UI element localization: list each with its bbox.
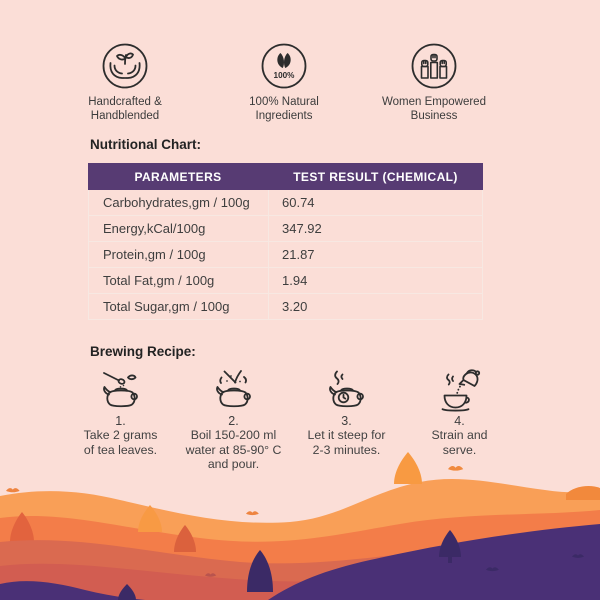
badge-women-empowered [364,42,504,123]
parameter-cell: Carbohydrates,gm / 100g [89,190,269,215]
brewing-step-4: 4. Strain and serve. [403,366,516,472]
parameter-cell: Total Fat,gm / 100g [89,268,269,293]
brewing-step-1: 1. Take 2 grams of tea leaves. [64,366,177,472]
table-row [89,294,482,320]
teapot-steep-timer-icon [323,368,371,412]
nutrition-heading: Nutritional Chart: [90,137,201,152]
kettle-pour-into-cup-icon [436,368,484,412]
nutrition-table-header [88,163,483,190]
landscape-illustration [0,440,600,600]
parameter-cell: Energy,kCal/100g [89,216,269,241]
step-number: 2. [228,414,239,428]
svg-text:100%: 100% [273,71,295,80]
step-number: 4. [454,414,465,428]
brewing-heading: Brewing Recipe: [90,344,196,359]
step-number: 1. [115,414,126,428]
header-parameters: PARAMETERS [134,169,222,184]
parameter-cell: Total Sugar,gm / 100g [89,294,269,319]
leaves-100-percent-icon [260,42,308,90]
badge-handcrafted [55,42,195,123]
brewing-step-2: 2. Boil 150-200 ml water at 85-90° C and pour. [177,366,290,472]
badge-label: 100% Natural Ingredients [249,96,319,122]
value-cell: 60.74 [282,195,315,210]
table-row [89,242,482,268]
value-cell: 3.20 [282,299,308,314]
table-row [89,190,482,216]
parameter-cell: Protein,gm / 100g [89,242,269,267]
badge-natural [214,42,354,123]
table-row [89,216,482,242]
value-cell: 347.92 [282,221,322,236]
teapot-add-leaves-icon [97,368,145,412]
brewing-step-3: 3. Let it steep for 2-3 minutes. [290,366,403,472]
badge-label: Handcrafted & Handblended [88,96,162,122]
nutrition-table-body [88,190,483,320]
hands-holding-sprout-icon [101,42,149,90]
step-number: 3. [341,414,352,428]
header-test-result: TEST RESULT (CHEMICAL) [293,169,458,184]
table-row [89,268,482,294]
value-cell: 1.94 [282,273,308,288]
raised-fists-icon [410,42,458,90]
nutrition-table [88,163,483,320]
value-cell: 21.87 [282,247,315,262]
boiling-water-pour-icon [210,368,258,412]
badge-label: Women Empowered Business [382,96,486,122]
